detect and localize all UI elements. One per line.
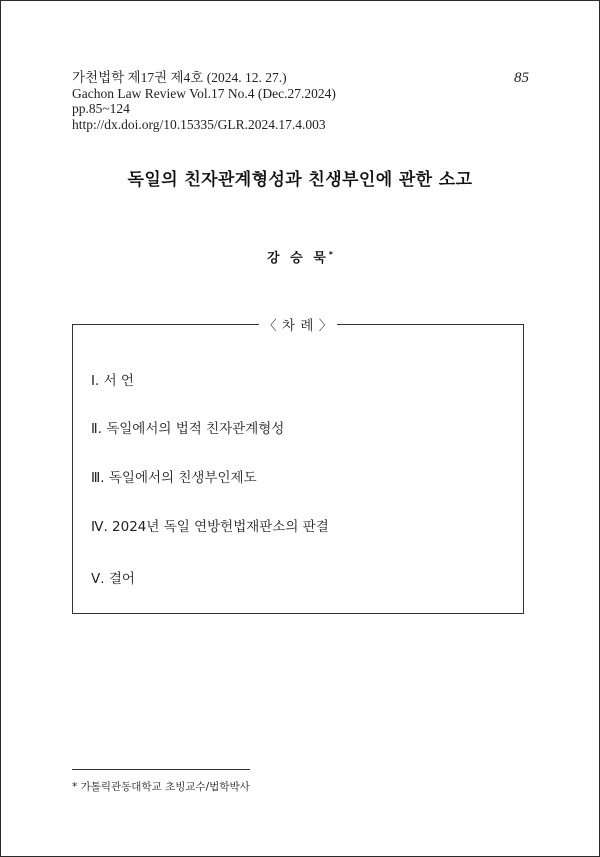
footnote-divider — [72, 769, 250, 770]
page-number: 85 — [514, 70, 529, 86]
journal-citation-korean: 가천법학 제17권 제4호 (2024. 12. 27.) — [72, 70, 287, 85]
toc-item-1: Ⅰ. 서 언 — [91, 373, 134, 389]
toc-heading — [73, 314, 523, 334]
doi-link[interactable]: http://dx.doi.org/10.15335/GLR.2024.17.4.003 — [72, 116, 326, 132]
toc-item-4: Ⅳ. 2024년 독일 연방헌법재판소의 판결 — [91, 519, 329, 535]
journal-citation-english: Gachon Law Review Vol.17 No.4 (Dec.27.2024) — [72, 85, 336, 101]
journal-header — [72, 70, 336, 132]
table-of-contents — [72, 318, 524, 614]
toc-item-5: Ⅴ. 결어 — [91, 571, 135, 587]
author-name: 강 승 묵 — [267, 251, 329, 266]
author-line — [0, 247, 600, 266]
article-title: 독일의 친자관계형성과 친생부인에 관한 소고 — [127, 170, 473, 190]
author-footnote: * 가톨릭관동대학교 초빙교수/법학박사 — [72, 781, 250, 793]
toc-heading-label: 〈 차 례 〉 — [259, 318, 336, 334]
toc-item-3: Ⅲ. 독일에서의 친생부인제도 — [91, 470, 257, 486]
toc-item-2: Ⅱ. 독일에서의 법적 친자관계형성 — [91, 421, 285, 437]
author-footnote-mark: * — [328, 250, 333, 259]
page-range: pp.85~124 — [72, 101, 130, 116]
